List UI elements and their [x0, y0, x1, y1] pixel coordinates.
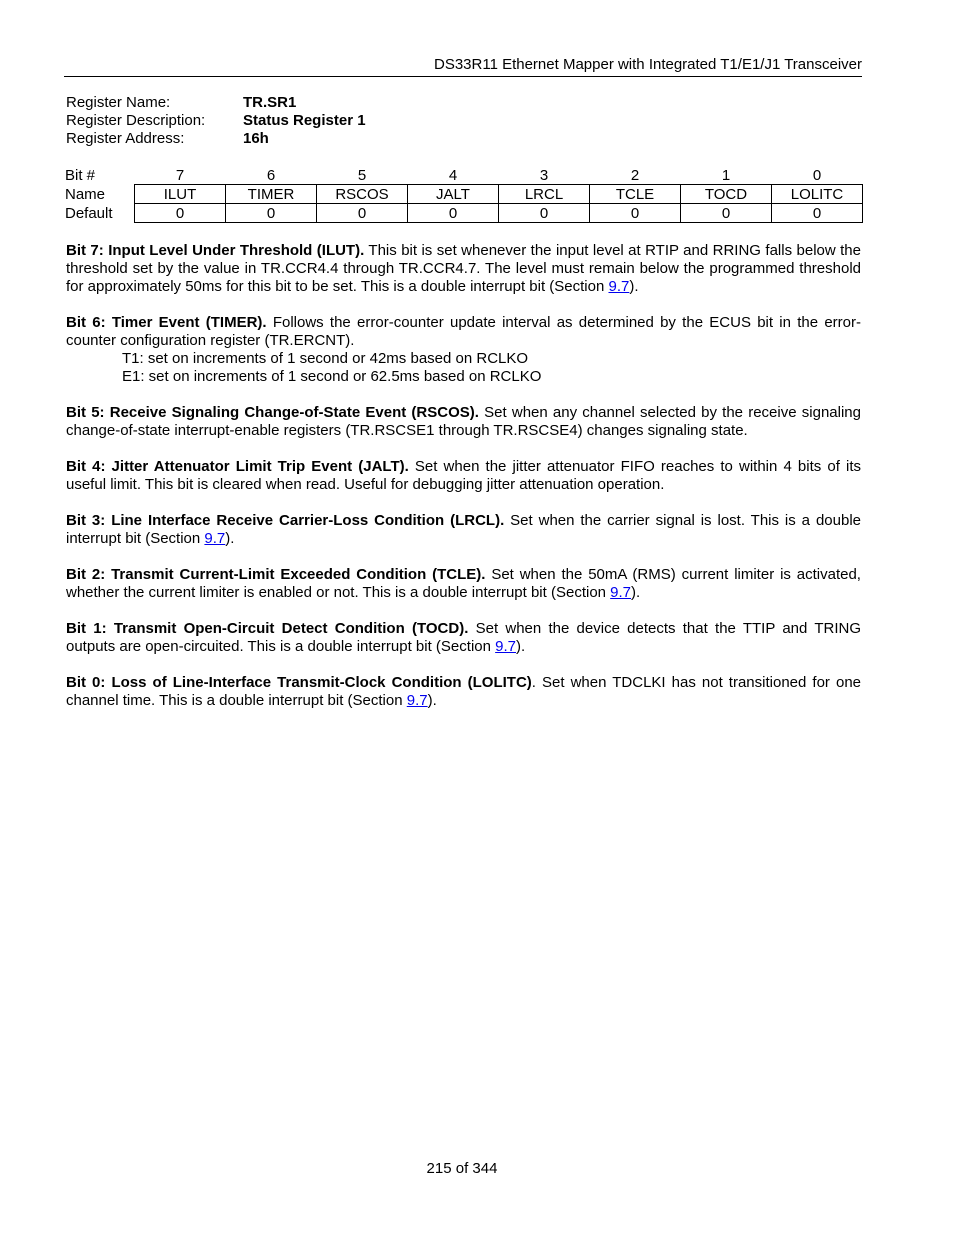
- bit1-title: Bit 1: Transmit Open-Circuit Detect Condition (TOCD).: [66, 620, 469, 637]
- bit0-tail: ).: [427, 692, 437, 709]
- bit-name: JALT: [408, 185, 499, 204]
- bit6-description: [66, 314, 861, 386]
- bit-name: LOLITC: [772, 185, 863, 204]
- header-divider: [64, 76, 862, 77]
- bit-name: TOCD: [681, 185, 772, 204]
- bit-number: 2: [630, 166, 640, 184]
- bit-name: LRCL: [499, 185, 590, 204]
- bit0-description: [66, 674, 861, 710]
- bit-name: TCLE: [590, 185, 681, 204]
- bit-number-label: Bit #: [65, 166, 96, 184]
- bit6-title: Bit 6: Timer Event (TIMER).: [66, 314, 267, 331]
- bit4-text: Set when the jitter attenuator FIFO reaches to within 4 bits of its useful limit. This bit is cleared when read. Useful for debugging jitter attenuation operation.: [66, 458, 861, 493]
- bit-name: ILUT: [135, 185, 226, 204]
- register-name-value: TR.SR1: [243, 94, 297, 111]
- bit-number: 7: [175, 166, 185, 184]
- bit-number: 6: [266, 166, 276, 184]
- bit7-title: Bit 7: Input Level Under Threshold (ILUT).: [66, 242, 365, 259]
- bit3-tail: ).: [225, 530, 235, 547]
- bit-number: 4: [448, 166, 458, 184]
- register-name-row: [66, 94, 366, 112]
- bit0-text: . Set when TDCLKI has not transitioned for one channel time. This is a double interrupt bit (Section: [66, 674, 862, 709]
- bit3-title: Bit 3: Line Interface Receive Carrier-Loss Condition (LRCL).: [66, 512, 505, 529]
- bit3-text: Set when the carrier signal is lost. This is a double interrupt bit (Section: [66, 512, 861, 547]
- register-description-value: Status Register 1: [243, 112, 366, 129]
- register-name-label: Register Name:: [66, 94, 171, 111]
- section-link[interactable]: 9.7: [608, 278, 630, 295]
- bit-descriptions: [66, 242, 861, 728]
- section-link[interactable]: 9.7: [406, 692, 428, 709]
- bit-number: 1: [721, 166, 731, 184]
- bit-number: 0: [812, 166, 822, 184]
- bit-default: 0: [135, 204, 226, 223]
- bit2-text: Set when the 50mA (RMS) current limiter is activated, whether the current limiter is enabled or not. This is a double interrupt bit (Section: [66, 566, 861, 601]
- bit2-tail: ).: [631, 584, 641, 601]
- section-link[interactable]: 9.7: [204, 530, 226, 547]
- bit6-t1-note: T1: set on increments of 1 second or 42ms based on RCLKO: [122, 350, 529, 367]
- bit-default: 0: [590, 204, 681, 223]
- bit5-text: Set when any channel selected by the receive signaling change-of-state interrupt-enable registers (TR.RSCSE1 through TR.RSCSE4) changes signaling state.: [66, 404, 861, 439]
- bit2-title: Bit 2: Transmit Current-Limit Exceeded Condition (TCLE).: [66, 566, 486, 583]
- register-address-label: Register Address:: [66, 130, 185, 147]
- page-number: 215 of 344: [426, 1160, 498, 1177]
- bit-default: 0: [408, 204, 499, 223]
- bit-default: 0: [226, 204, 317, 223]
- bit7-description: [66, 242, 861, 296]
- bit-name-row: [65, 185, 863, 204]
- bit4-description: [66, 458, 861, 494]
- bit2-description: [66, 566, 861, 602]
- bit4-title: Bit 4: Jitter Attenuator Limit Trip Event (JALT).: [66, 458, 409, 475]
- bit-number: 5: [357, 166, 367, 184]
- bit-default: 0: [317, 204, 408, 223]
- bit-number: 3: [539, 166, 549, 184]
- register-info: [66, 94, 366, 148]
- page-header: DS33R11 Ethernet Mapper with Integrated T1/E1/J1 Transceiver: [433, 56, 862, 73]
- bit-name: TIMER: [226, 185, 317, 204]
- bit-table: [65, 166, 863, 223]
- bit7-text: This bit is set whenever the input level at RTIP and RRING falls below the threshold set by the value in TR.CCR4.4 through TR.CCR4.7. The level must remain below the programmed threshold for approximately 50ms for this bit to be set. This is a double interrupt bit (Section: [66, 242, 861, 295]
- register-description-label: Register Description:: [66, 112, 206, 129]
- bit1-tail: ).: [516, 638, 526, 655]
- bit5-title: Bit 5: Receive Signaling Change-of-State Event (RSCOS).: [66, 404, 479, 421]
- bit5-description: [66, 404, 861, 440]
- bit-number-row: [65, 166, 863, 185]
- bit-default: 0: [681, 204, 772, 223]
- bit7-tail: ).: [629, 278, 639, 295]
- bit1-text: Set when the device detects that the TTIP and TRING outputs are open-circuited. This is a double interrupt bit (Section: [66, 620, 861, 655]
- bit6-text: Follows the error-counter update interval as determined by the ECUS bit in the error-counter configuration register (TR.ERCNT).: [66, 314, 861, 349]
- bit-name: RSCOS: [317, 185, 408, 204]
- bit3-description: [66, 512, 861, 548]
- bit-default: 0: [772, 204, 863, 223]
- register-description-row: [66, 112, 366, 130]
- bit6-e1-note: E1: set on increments of 1 second or 62.5ms based on RCLKO: [122, 368, 542, 385]
- bit-default-row: [65, 204, 863, 223]
- bit-default-label: Default: [65, 204, 113, 222]
- register-address-value: 16h: [243, 130, 269, 147]
- bit-default: 0: [499, 204, 590, 223]
- section-link[interactable]: 9.7: [495, 638, 516, 655]
- bit0-title: Bit 0: Loss of Line-Interface Transmit-Clock Condition (LOLITC): [66, 674, 532, 691]
- bit-name-label: Name: [65, 185, 106, 203]
- register-address-row: [66, 130, 366, 148]
- section-link[interactable]: 9.7: [610, 584, 632, 601]
- bit1-description: [66, 620, 861, 656]
